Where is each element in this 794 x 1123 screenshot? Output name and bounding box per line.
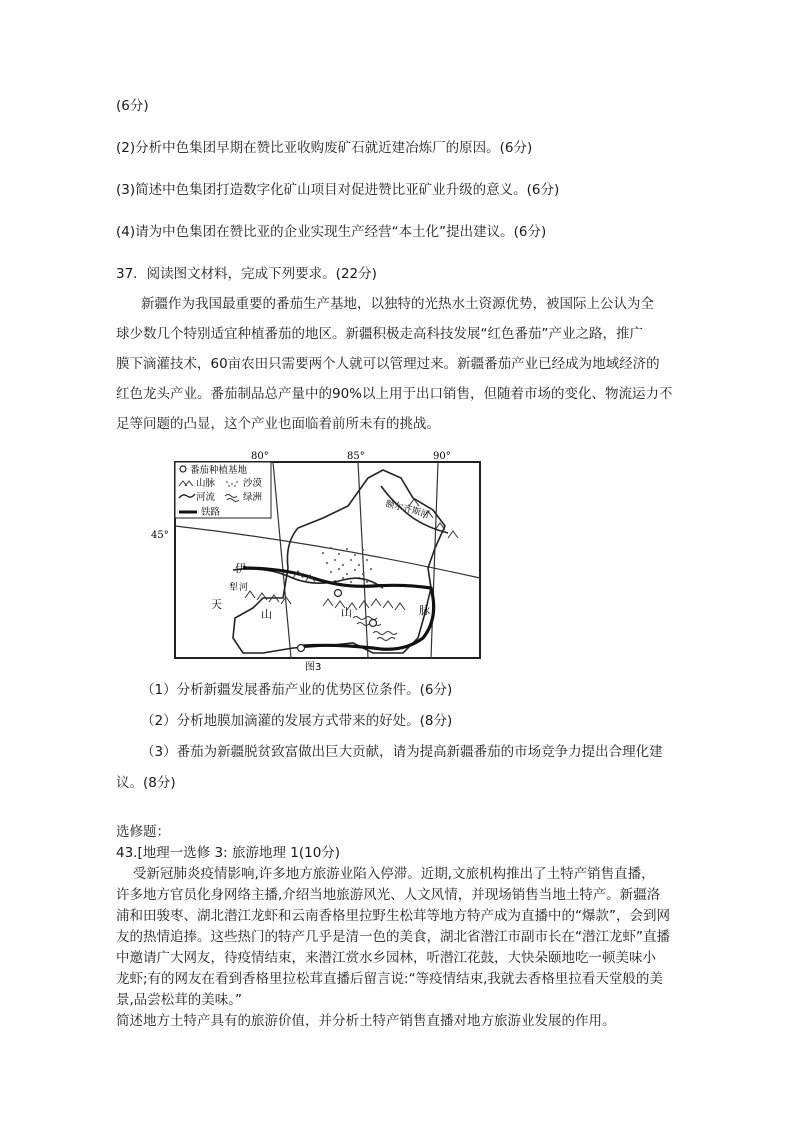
elective-heading: 43.[地理一选修 3: 旅游地理 1(10分) (116, 845, 341, 861)
lon-85-label: 85° (347, 451, 365, 462)
lon-80-label: 80° (251, 451, 269, 462)
q37-material-line: 膜下滴灌技术，60亩农田只需要两个人就可以管理过来。新疆番茄产业已经成为地域经济的 (116, 356, 660, 372)
elective-material-line: 中邀请广大网友，待疫情结束，来潜江赏水乡园林，听潜江花鼓，大快朵颐地吃一顿美味小 (116, 950, 656, 966)
place-label-irtysh: 额尔齐斯河 (384, 499, 431, 521)
q37-sub3-continued: 议。(8分) (116, 775, 176, 791)
q37-sub1: （1）分析新疆发展番茄产业的优势区位条件。(6分) (141, 682, 453, 698)
legend-mountain-label: 山脉 (196, 478, 216, 489)
place-label-tian: 天 (211, 598, 222, 611)
legend-rail-label: 铁路 (201, 507, 221, 518)
elective-material-line: 友的热情追捧。这些热门的特产几乎是清一色的美食，湖北省潜江市副市长在“潜江龙虾”直播 (116, 929, 670, 945)
legend-base-label: 番茄种植基地 (190, 465, 248, 476)
q37-material-line: 新疆作为我国最重要的番茄生产基地，以独特的光热水土资源优势，被国际上公认为全 (141, 296, 654, 312)
elective-label: 选修题： (116, 824, 170, 840)
place-label-shan-2: 山 (341, 606, 352, 619)
elective-material-line: 景,品尝松茸的美味。” (116, 992, 243, 1008)
q37-sub2: （2）分析地膜加滴灌的发展方式带来的好处。(8分) (141, 713, 453, 729)
q36-sub2: (2)分析中色集团早期在赞比亚收购废矿石就近建冶炼厂的原因。(6分) (116, 140, 533, 156)
xinjiang-tomato-map (151, 448, 483, 673)
lat-45-label: 45° (151, 530, 169, 541)
legend-base-symbol (180, 466, 186, 472)
q37-material-line: 球少数几个特别适宜种植番茄的地区。新疆积极走高科技发展“红色番茄”产业之路，推广 (116, 326, 643, 342)
legend-desert-label: 沙漠 (243, 478, 263, 489)
elective-material-line: 龙虾;有的网友在看到香格里拉松茸直播后留言说:“等疫情结束,我就去香格里拉看天堂般的美 (116, 971, 663, 987)
q37-material-line: 红色龙头产业。番茄制品总产量中的90%以上用于出口销售，但随着市场的变化、物流运力不 (116, 386, 673, 402)
legend-oasis-label: 绿洲 (243, 492, 263, 503)
place-label-shan-1: 山 (261, 608, 272, 621)
q37-material-line: 足等问题的凸显，这个产业也面临着前所未有的挑战。 (116, 416, 440, 432)
place-label-mai: 脉 (419, 604, 430, 617)
place-label-ili-1: 伊 (235, 562, 246, 575)
place-label-ili-2: 犁 (229, 583, 239, 593)
place-label-ili-3: 河 (239, 583, 249, 593)
q37-sub3: （3）番茄为新疆脱贫致富做出巨大贡献，请为提高新疆番茄的市场竞争力提出合理化建 (141, 744, 663, 760)
lon-90-label: 90° (433, 451, 451, 462)
elective-material-line: 受新冠肺炎疫情影响,许多地方旅游业陷入停滞。近期,文旅机构推出了土特产销售直播， (133, 866, 655, 882)
legend-river-label: 河流 (196, 492, 216, 503)
elective-material-line: 许多地方官员化身网络主播,介绍当地旅游风光、人文风情，并现场销售当地土特产。新疆洛 (116, 887, 661, 903)
elective-material-line: 浦和田骏枣、湖北潜江龙虾和云南香格里拉野生松茸等地方特产成为直播中的“爆款”，会到网 (116, 908, 670, 924)
q36-sub4: (4)请为中色集团在赞比亚的企业实现生产经营“本土化”提出建议。(6分) (116, 224, 547, 240)
elective-question: 简述地方土特产具有的旅游价值，并分析土特产销售直播对地方旅游业发展的作用。 (116, 1013, 616, 1029)
prev-score: (6分) (116, 98, 149, 114)
figure-caption: 图3 (305, 662, 322, 673)
q36-sub3: (3)简述中色集团打造数字化矿山项目对促进赞比亚矿业升级的意义。(6分) (116, 182, 560, 198)
q37-heading: 37．阅读图文材料，完成下列要求。(22分) (116, 266, 377, 282)
